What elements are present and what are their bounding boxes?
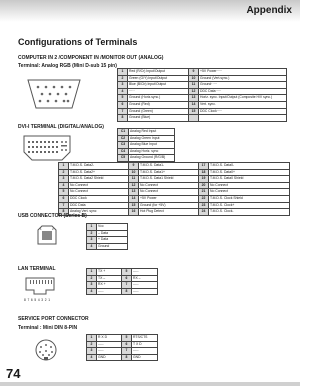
pin-signal: Vcc	[97, 224, 128, 231]
dvi-connector-icon	[22, 134, 72, 162]
pin-signal: T.M.D.S. Data0-	[209, 163, 290, 170]
pin-signal: No Connect	[69, 182, 129, 189]
pin-row	[118, 88, 287, 95]
pin-row	[59, 189, 290, 196]
pin-signal: Horiz. sync. Input/Output (Composite H/V sync.)	[199, 95, 287, 102]
pin-row	[59, 209, 290, 216]
pin-row	[87, 243, 128, 250]
pin-number: 2	[87, 230, 97, 237]
pin-number: 10	[129, 169, 139, 176]
pin-number: 7	[122, 282, 132, 289]
pin-row	[87, 282, 158, 289]
pin-row	[87, 275, 158, 282]
pin-row	[118, 75, 287, 82]
pin-number: 6	[118, 101, 128, 108]
pin-signal: T.M.D.S. Data0 Shield	[209, 176, 290, 183]
pin-signal: No Connect	[69, 189, 129, 196]
dvi-pin-table	[58, 162, 290, 216]
pin-signal: DDC Data·····	[199, 88, 287, 95]
pin-signal: -----	[97, 348, 122, 355]
pin-row	[87, 348, 158, 355]
pin-signal: Ground (Blue)	[128, 115, 189, 122]
pin-number: C2	[118, 135, 129, 142]
pin-number: 4	[87, 354, 97, 361]
pin-number: 8	[118, 115, 128, 122]
pin-signal: +5V Power	[139, 195, 199, 202]
pin-signal: T.M.D.S. Data1-	[139, 163, 199, 170]
mini-din-connector-icon	[34, 338, 58, 362]
pin-signal: Ground (Vert.sync.)	[199, 75, 287, 82]
pin-number: 24	[199, 209, 209, 216]
service-pin-table	[86, 334, 158, 361]
page-number: 74	[6, 366, 21, 381]
pin-row	[118, 69, 287, 76]
usb-pin-table	[86, 223, 128, 250]
pin-signal: Ground (Horiz.sync.)	[128, 95, 189, 102]
pin-number: 2	[87, 275, 97, 282]
pin-number: 3	[59, 176, 69, 183]
pin-number: C3	[118, 142, 129, 149]
pin-signal: ·····	[128, 88, 189, 95]
pin-number: 9	[129, 163, 139, 170]
pin-signal: No Connect	[209, 189, 290, 196]
pin-number: 5	[59, 189, 69, 196]
pin-signal: Analog Horiz. sync	[129, 148, 175, 155]
pin-signal: -----	[132, 348, 158, 355]
pin-number: 13	[189, 95, 199, 102]
pin-number: 6	[122, 275, 132, 282]
lan-pin-table	[86, 268, 158, 295]
pin-number: 16	[129, 209, 139, 216]
pin-number: 23	[199, 202, 209, 209]
pin-number: 10	[189, 75, 199, 82]
pin-signal: Analog Vert. sync	[69, 209, 129, 216]
pin-number: 17	[199, 163, 209, 170]
pin-signal: -----	[132, 269, 158, 276]
pin-signal: Ground·····	[199, 82, 287, 89]
pin-number: 15	[189, 108, 199, 115]
pin-number: 12	[129, 182, 139, 189]
pin-number: 2	[87, 341, 97, 348]
pin-signal: T.M.D.S. Clock+	[209, 202, 290, 209]
pin-signal: DDC Clock·····	[199, 108, 287, 115]
pin-signal: Ground (Red)	[128, 101, 189, 108]
pin-number: 4	[59, 182, 69, 189]
pin-number: 5	[118, 95, 128, 102]
pin-number: 13	[129, 189, 139, 196]
pin-signal: T.M.D.S. Data2+	[69, 169, 129, 176]
footer-bar	[0, 382, 300, 386]
service-title: SERVICE PORT CONNECTOR	[18, 316, 89, 322]
pin-number: 3	[118, 82, 128, 89]
pin-signal: T.M.D.S. Data1 Shield	[139, 176, 199, 183]
pin-number: 21	[199, 189, 209, 196]
pin-signal: DDC Clock	[69, 195, 129, 202]
pin-row	[118, 115, 287, 122]
pin-row	[87, 288, 158, 295]
pin-signal: T.M.D.S. Data1+	[139, 169, 199, 176]
pin-row	[118, 155, 175, 162]
pin-number: 8	[122, 288, 132, 295]
pin-number: 2	[118, 75, 128, 82]
pin-signal	[199, 115, 287, 122]
pin-row	[118, 135, 175, 142]
pin-signal: RX –	[132, 275, 158, 282]
pin-number: 1	[87, 224, 97, 231]
pin-signal: No Connect	[209, 182, 290, 189]
pin-number: 1	[59, 163, 69, 170]
pin-signal: T X D	[132, 341, 158, 348]
pin-signal: T.M.D.S. Data2-	[69, 163, 129, 170]
pin-row	[59, 169, 290, 176]
pin-signal: -----	[132, 288, 158, 295]
lan-connector-icon	[24, 276, 56, 296]
pin-row	[87, 230, 128, 237]
pin-row	[87, 269, 158, 276]
pin-number: 4	[87, 243, 97, 250]
usb-connector-icon	[36, 224, 58, 246]
pin-signal: No Connect	[139, 182, 199, 189]
pin-row	[118, 95, 287, 102]
pin-signal: Analog Blue Input	[129, 142, 175, 149]
pin-number: 8	[122, 354, 132, 361]
pin-number: 11	[189, 82, 199, 89]
vga-terminal: Terminal: Analog RGB (Mini D-sub 15 pin)	[18, 63, 117, 69]
dvi-title: DVI-I TERMINAL (DIGITAL/ANALOG)	[18, 124, 104, 130]
pin-number: 1	[118, 69, 128, 76]
pin-number: 19	[199, 176, 209, 183]
pin-number: 7	[122, 348, 132, 355]
lan-title: LAN TERMINAL	[18, 266, 56, 272]
pin-signal: RTS/CTS	[132, 335, 158, 342]
service-terminal: Terminal : Mini DIN 8-PIN	[18, 325, 78, 331]
pin-signal: TX –	[97, 275, 122, 282]
pin-signal: -----	[97, 288, 122, 295]
svg-text:1: 1	[40, 227, 42, 231]
pin-number: 12	[189, 88, 199, 95]
pin-signal: Ground (for +5V)	[139, 202, 199, 209]
vga-connector-icon	[24, 78, 84, 114]
pin-signal: T.M.D.S. Data2 Shield	[69, 176, 129, 183]
pin-signal: Blue (B/Cb) Input/Output	[128, 82, 189, 89]
pin-number: 11	[129, 176, 139, 183]
pin-row	[118, 148, 175, 155]
pin-number: 20	[199, 182, 209, 189]
pin-number	[189, 115, 199, 122]
pin-number: 3	[87, 282, 97, 289]
pin-signal: GND	[132, 354, 158, 361]
pin-number: 5	[122, 269, 132, 276]
pin-row	[118, 101, 287, 108]
pin-signal: Analog Green Input	[129, 135, 175, 142]
pin-number: C5	[118, 155, 129, 162]
pin-row	[118, 108, 287, 115]
pin-row	[87, 224, 128, 231]
pin-signal: GND	[97, 354, 122, 361]
dvi-analog-pin-table	[117, 128, 175, 162]
pin-signal: TX +	[97, 269, 122, 276]
pin-signal: RX +	[97, 282, 122, 289]
pin-signal: -----	[132, 282, 158, 289]
pin-number: 3	[87, 348, 97, 355]
usb-title: USB CONNECTOR (Series B)	[18, 213, 87, 219]
pin-row	[87, 335, 158, 342]
pin-number: 14	[189, 101, 199, 108]
pin-signal: Analog Red Input	[129, 129, 175, 136]
pin-number: 22	[199, 195, 209, 202]
pin-number: 8	[59, 209, 69, 216]
vga-title: COMPUTER IN 2 /COMPONENT IN /MONITOR OUT (ANALOG)	[18, 55, 164, 61]
pin-signal: T.M.D.S. Clock-	[209, 209, 290, 216]
pin-row	[118, 82, 287, 89]
pin-signal: Analog Ground (R/G/B)	[129, 155, 175, 162]
pin-row	[59, 163, 290, 170]
pin-signal: T.M.D.S. Clock Shield	[209, 195, 290, 202]
pin-row	[118, 142, 175, 149]
pin-signal: Hot Plug Detect	[139, 209, 199, 216]
section-label: Appendix	[246, 5, 292, 16]
pin-signal: Red (R/Cr) Input/Output	[128, 69, 189, 76]
pin-number: 4	[118, 88, 128, 95]
pin-number: 6	[59, 195, 69, 202]
pin-number: 1	[87, 269, 97, 276]
pin-number: 3	[87, 237, 97, 244]
pin-number: 7	[118, 108, 128, 115]
pin-row	[87, 237, 128, 244]
pin-signal: No Connect	[139, 189, 199, 196]
svg-text:2: 2	[52, 227, 54, 231]
pin-signal: + Data	[97, 237, 128, 244]
pin-signal: Ground	[97, 243, 128, 250]
pin-row	[59, 176, 290, 183]
pin-number: 15	[129, 202, 139, 209]
pin-row	[59, 195, 290, 202]
lan-pin-numbers: 8 7 6 5 4 3 2 1	[24, 298, 51, 302]
pin-signal: – Data	[97, 230, 128, 237]
pin-number: 14	[129, 195, 139, 202]
pin-number: 9	[189, 69, 199, 76]
pin-number: 5	[122, 335, 132, 342]
pin-number: C4	[118, 148, 129, 155]
pin-number: C1	[118, 129, 129, 136]
pin-signal: DDC Data	[69, 202, 129, 209]
pin-number: 6	[122, 341, 132, 348]
pin-number: 2	[59, 169, 69, 176]
pin-row	[118, 129, 175, 136]
pin-signal: -----	[97, 341, 122, 348]
pin-row	[59, 182, 290, 189]
pin-row	[59, 202, 290, 209]
pin-number: 4	[87, 288, 97, 295]
pin-signal: Vert. sync.	[199, 101, 287, 108]
pin-signal: Ground (Green)	[128, 108, 189, 115]
pin-signal: Green (G/Y) Input/Output	[128, 75, 189, 82]
pin-signal: R X D	[97, 335, 122, 342]
pin-number: 7	[59, 202, 69, 209]
pin-signal: +5V Power·····	[199, 69, 287, 76]
pin-signal: T.M.D.S. Data0+	[209, 169, 290, 176]
pin-row	[87, 354, 158, 361]
pin-number: 18	[199, 169, 209, 176]
pin-number: 1	[87, 335, 97, 342]
vga-pin-table	[117, 68, 287, 122]
page-title: Configurations of Terminals	[18, 37, 138, 47]
pin-row	[87, 341, 158, 348]
